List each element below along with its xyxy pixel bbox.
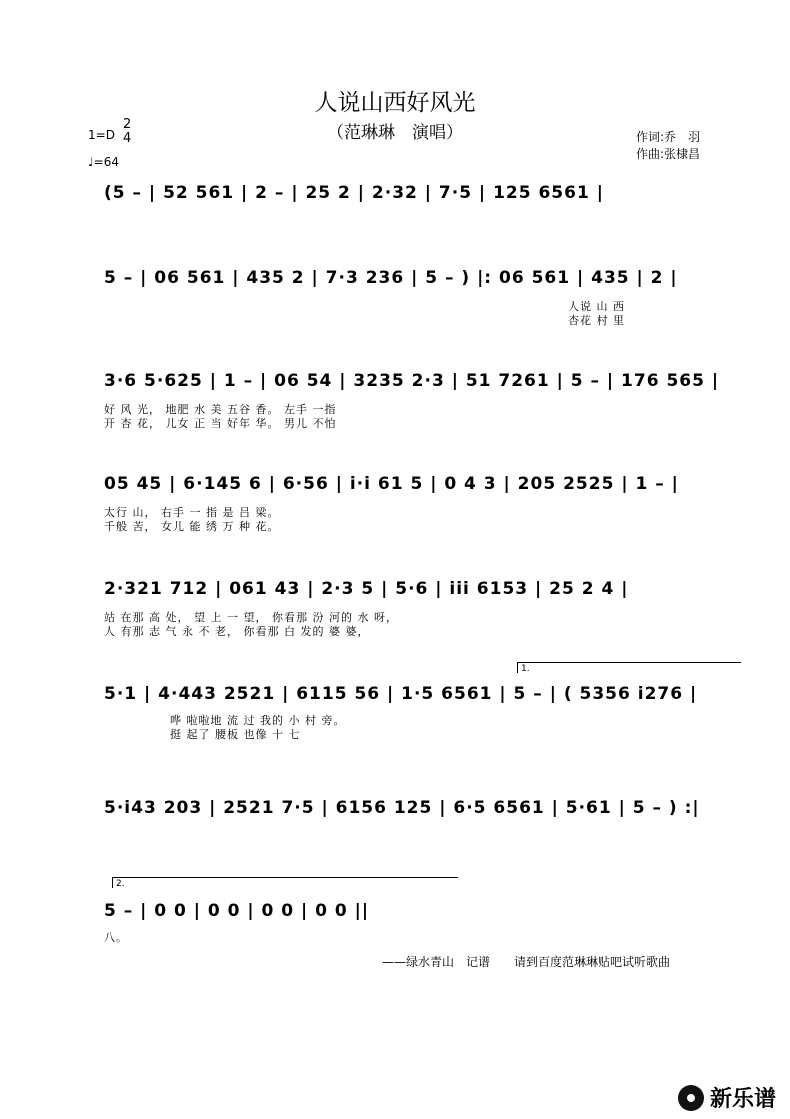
composer-credit: 作曲:张棣昌	[636, 147, 701, 161]
time-signature-bottom: 4	[123, 131, 132, 146]
song-title: 人说山西好风光	[314, 90, 476, 116]
staff-notes: 05 45 | 6·145 6 | 6·56 | i·i 61 5 | 0 4 3 | 205 2525 | 1 – |	[104, 474, 679, 494]
staff-notes: (5 – | 52 561 | 2 – | 25 2 | 2·32 | 7·5 | 125 6561 |	[104, 183, 604, 203]
time-signature	[123, 118, 131, 146]
lyric-line-2: 人 有那 志 气 永 不 老， 你看那 白 发的 婆 婆，	[104, 625, 370, 638]
lyric-line-1: 人说 山 西	[568, 300, 625, 313]
site-logo	[678, 1082, 776, 1113]
staff-notes: 5·1 | 4·443 2521 | 6115 56 | 1·5 6561 | 5 – | ( 5356 i276 |	[104, 684, 698, 704]
performer-subtitle: （范琳琳 演唱）	[327, 123, 463, 143]
lyricist-credit: 作词:乔 羽	[636, 130, 701, 144]
lyric-line-1: 哗 啦啦地 流 过 我的 小 村 旁。	[170, 714, 346, 727]
lyric-line-2: 开 杏 花， 儿女 正 当 好年 华。 男儿 不怕	[104, 417, 337, 430]
lyric-line-1: 站 在那 高 处， 望 上 一 望， 你看那 汾 河的 水 呀，	[104, 611, 398, 624]
lyric-line-1: 太行 山， 右手 一 指 是 吕 梁。	[104, 506, 280, 519]
staff-notes: 5 – | 0 0 | 0 0 | 0 0 | 0 0 ||	[104, 901, 370, 921]
staff-notes: 5·i43 203 | 2521 7·5 | 6156 125 | 6·5 6561 | 5·61 | 5 – ) :|	[104, 798, 700, 818]
lyric-line-1: 好 风 光， 地肥 水 美 五谷 香。 左手 一指	[104, 403, 337, 416]
transcriber-credit: ——绿水青山 记谱 请到百度范琳琳贴吧试听歌曲	[382, 955, 671, 969]
lyric-line-2: 千般 苦， 女儿 能 绣 万 种 花。	[104, 520, 280, 533]
staff-notes: 5 – | 06 561 | 435 2 | 7·3 236 | 5 – ) |: 06 561 | 435 | 2 |	[104, 268, 678, 288]
logo-text: 新乐谱	[709, 1087, 776, 1112]
lyric-line-2: 挺 起了 腰板 也像 十 七	[170, 728, 301, 741]
disc-icon	[678, 1085, 704, 1111]
time-signature-top: 2	[123, 117, 132, 132]
key-signature: 1=D	[88, 128, 115, 142]
staff-notes: 3·6 5·625 | 1 – | 06 54 | 3235 2·3 | 51 7261 | 5 – | 176 565 |	[104, 371, 720, 391]
volta-1-bracket: 1.	[517, 662, 741, 673]
lyric-line-2: 杏花 村 里	[568, 314, 625, 327]
staff-notes: 2·321 712 | 061 43 | 2·3 5 | 5·6 | iii 6153 | 25 2 4 |	[104, 579, 629, 599]
tempo-marking: ♩=64	[88, 155, 119, 169]
volta-2-bracket: 2.	[112, 877, 458, 888]
lyric-line-1: 八。	[104, 931, 128, 944]
